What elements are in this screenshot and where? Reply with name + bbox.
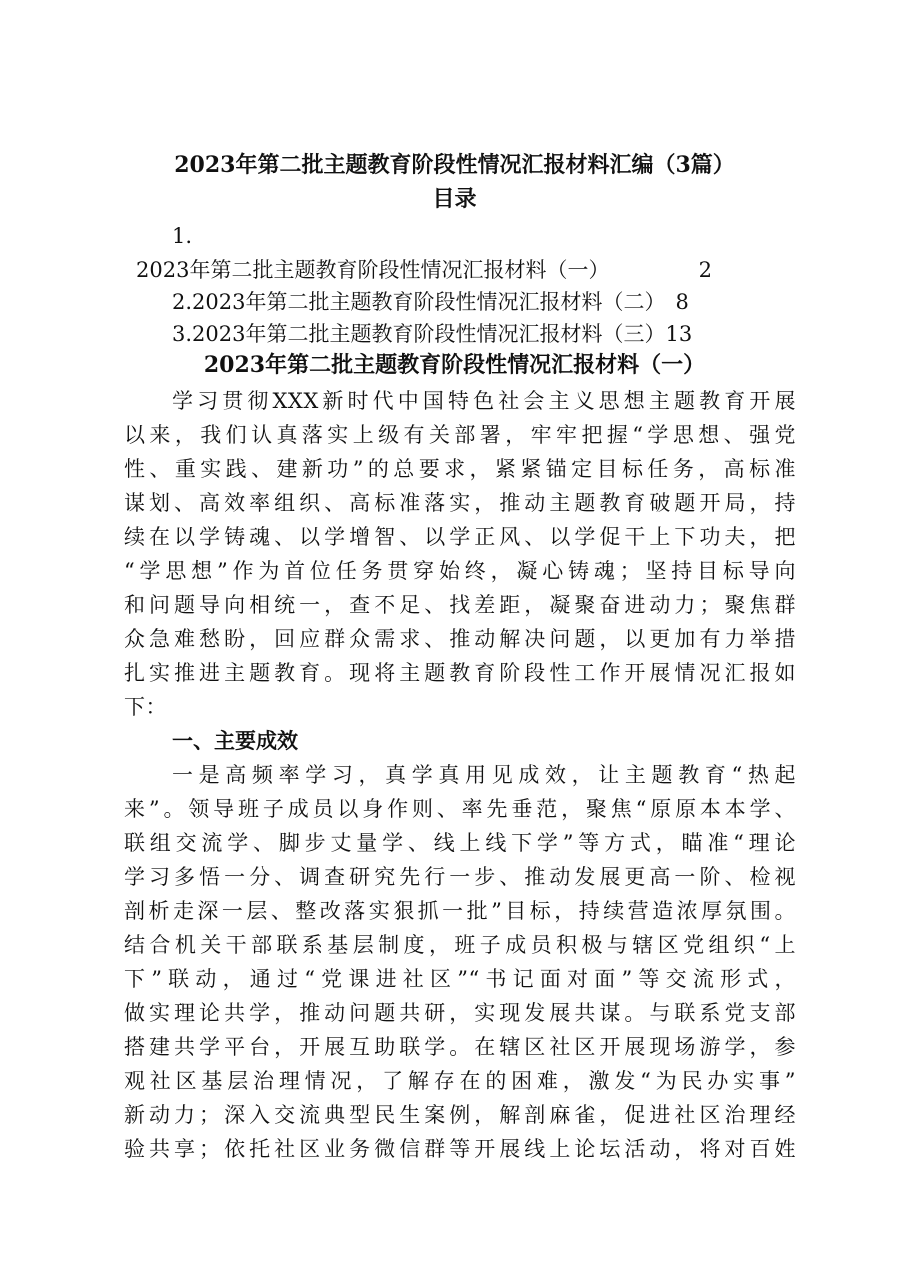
intro-line-6: “学思想”作为首位任务贯穿始终，凝心铸魂；坚持目标导向 (124, 559, 796, 583)
toc-item-2 (172, 288, 689, 316)
toc-item-3-number: 3. (172, 322, 193, 346)
intro-line-10: 下： (124, 695, 167, 719)
toc-item-1 (136, 256, 720, 284)
intro-line-2: 以来，我们认真落实上级有关部署，牢牢把握“学思想、强党 (124, 423, 796, 447)
section-title: 2023年第二批主题教育阶段性情况汇报材料（一） (203, 352, 706, 378)
toc-item-3 (172, 320, 692, 348)
para-line-11: 新动力；深入交流典型民生案例，解剖麻雀，促进社区治理经 (124, 1103, 796, 1127)
para-line-6: 结合机关干部联系基层制度，班子成员积极与辖区党组织“上 (124, 933, 796, 957)
toc-item-3-text: 2023年第二批主题教育阶段性情况汇报材料（三） (192, 322, 666, 346)
document-title: 2023年第二批主题教育阶段性情况汇报材料汇编（3篇） (174, 152, 735, 178)
para-line-12: 验共享；依托社区业务微信群等开展线上论坛活动，将对百姓 (124, 1137, 796, 1161)
intro-line-9: 扎实推进主题教育。现将主题教育阶段性工作开展情况汇报如 (124, 661, 796, 685)
toc-item-2-text: 2023年第二批主题教育阶段性情况汇报材料（二） (192, 290, 666, 314)
para-line-2: 来”。领导班子成员以身作则、率先垂范，聚焦“原原本本学、 (124, 797, 796, 821)
para-line-3: 联组交流学、脚步丈量学、线上线下学”等方式，瞄准“理论 (124, 831, 796, 855)
toc-item-1-number: 1. (172, 224, 193, 248)
para-line-4: 学习多悟一分、调查研究先行一步、推动发展更高一阶、检视 (124, 865, 796, 889)
section-heading-1: 一、主要成效 (172, 729, 298, 753)
intro-line-3: 性、重实践、建新功”的总要求，紧紧锚定目标任务，高标准 (124, 457, 796, 481)
toc-item-1-page: 2 (698, 258, 712, 282)
para-line-10: 观社区基层治理情况，了解存在的困难，激发“为民办实事” (124, 1069, 796, 1093)
toc-item-1-text: 2023年第二批主题教育阶段性情况汇报材料（一） (136, 258, 610, 282)
intro-line-5: 续在以学铸魂、以学增智、以学正风、以学促干上下功夫，把 (124, 525, 796, 549)
intro-line-4: 谋划、高效率组织、高标准落实，推动主题教育破题开局，持 (124, 491, 796, 515)
para-line-8: 做实理论共学，推动问题共研，实现发展共谋。与联系党支部 (124, 1001, 796, 1025)
para-line-1: 一是高频率学习，真学真用见成效，让主题教育“热起 (172, 763, 796, 787)
toc-item-3-page: 13 (665, 322, 693, 346)
para-line-5: 剖析走深一层、整改落实狠抓一批”目标，持续营造浓厚氛围。 (124, 899, 796, 923)
toc-heading: 目录 (432, 186, 477, 212)
intro-line-7: 和问题导向相统一，查不足、找差距，凝聚奋进动力；聚焦群 (124, 593, 796, 617)
para-line-9: 搭建共学平台，开展互助联学。在辖区社区开展现场游学，参 (124, 1035, 796, 1059)
intro-line-1: 学习贯彻XXX新时代中国特色社会主义思想主题教育开展 (172, 389, 796, 413)
para-line-7: 下”联动，通过“党课进社区”“书记面对面”等交流形式， (124, 967, 796, 991)
toc-item-2-number: 2. (172, 290, 193, 314)
toc-item-2-page: 8 (675, 290, 689, 314)
intro-line-8: 众急难愁盼，回应群众需求、推动解决问题，以更加有力举措 (124, 627, 796, 651)
